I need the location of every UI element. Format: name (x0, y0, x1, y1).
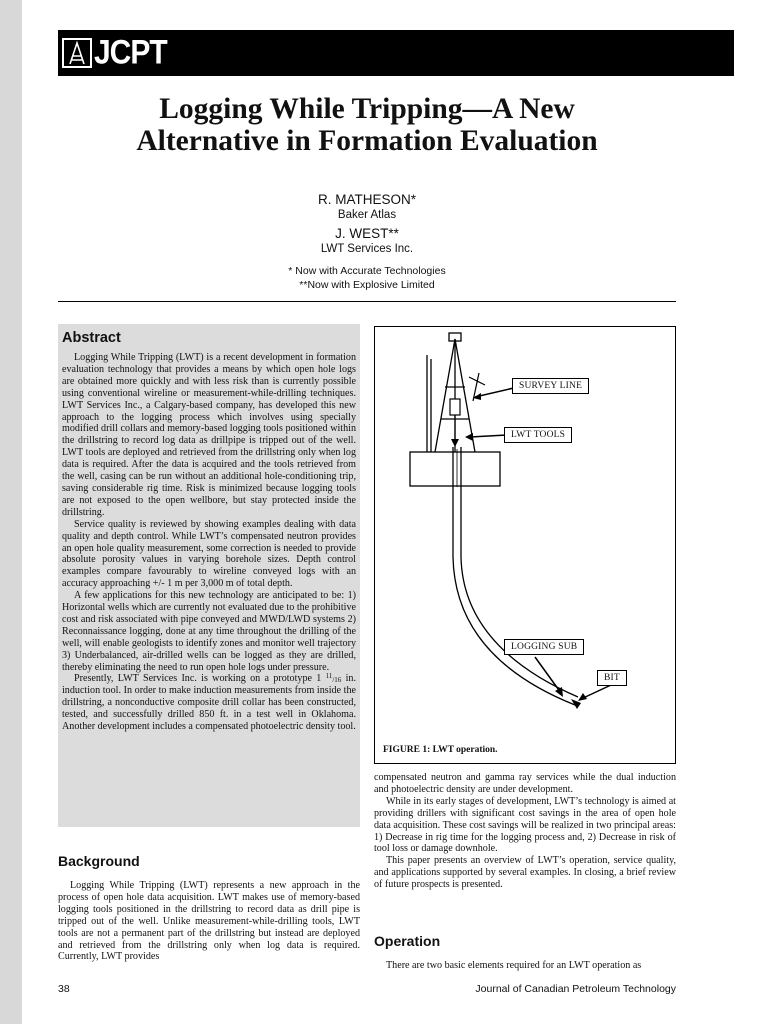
author-affiliation: LWT Services Inc. (320, 243, 414, 255)
survey-tool-icon (450, 399, 460, 415)
survey-line-label: SURVEY LINE (512, 378, 589, 394)
background-body (58, 880, 360, 963)
figure-caption: FIGURE 1: LWT operation. (383, 745, 498, 755)
left-margin-bar (0, 0, 22, 1024)
bit-label: BIT (597, 670, 627, 686)
derrick-icon (427, 333, 475, 452)
abstract-text: in. induction tool. In order to make induction measurements from inside the drillstring, a nonconductive composite drill collar has been constructed, tested, and successfully drilled 850 ft. in a test well in Oklahoma. Another development includes a compensated photoelectric density tool. (62, 673, 356, 733)
author-note: **Now with Explosive Limited (299, 279, 435, 291)
abstract-panel (58, 324, 360, 827)
operation-body (374, 960, 676, 972)
operation-heading: Operation (374, 933, 441, 949)
title-line-1: Logging While Tripping—A New (159, 93, 575, 125)
lwt-tools-label: LWT TOOLS (504, 427, 572, 443)
author-note: * Now with Accurate Technologies (288, 265, 446, 277)
rig-floor-icon (410, 452, 500, 486)
page-number: 38 (58, 983, 70, 995)
abstract-paragraph (62, 673, 356, 733)
abstract-text: Presently, LWT Services Inc. is working on a prototype 1 (74, 673, 326, 685)
derrick-logo-icon (62, 38, 92, 68)
fraction-denominator: /16 (332, 676, 342, 685)
right-paragraph: This paper presents an overview of LWT’s operation, service quality, and applications supported by several examples. In closing, a brief review of future prospects is presented. (374, 855, 676, 891)
journal-banner (58, 30, 734, 76)
header-divider (58, 301, 676, 302)
abstract-paragraph: Service quality is reviewed by showing examples dealing with data quality and depth control. While LWT’s compensated neutron provides an open hole quality measurement, some correction is needed to provide absolute porosity values in varying borehole sizes. Depth control examples compare favourably to wireline conveyed logs with an accuracy approaching +/- 1 m per 3,000 m of total depth. (62, 518, 356, 590)
abstract-body (62, 352, 356, 733)
author-name: R. MATHESON* (317, 192, 416, 207)
journal-logo-text: JCPT (94, 33, 167, 72)
abstract-paragraph: Logging While Tripping (LWT) is a recent development in formation evaluation technology that provides a means by which open hole logs are obtained more quickly and with less risk than is currently possible using conventional wireline or measurement-while-drilling techniques. LWT Services Inc., a Calgary-based company, has developed this new approach to the logging process which involves using specially modified drill collars and memory-based logging tools positioned within the drillstring to record log data as drillpipe is tripped out of the well. LWT tools are deployed and retrieved from the drillstring only when log data is required. After the data is acquired and the tools retrieved from the well, casing can be run without an additional hole-conditioning trip, saving considerable rig time. Risk is minimized because logging tools are not exposed to the open wellbore, but stay protected inside the drillstring. (62, 352, 356, 518)
author-block (58, 192, 676, 292)
background-paragraph: Logging While Tripping (LWT) represents a new approach in the process of open hole data acquisition. LWT makes use of memory-based logging tools positioned in the drillstring to record data as drill pipe is tripped out of the well. Unlike measurement-while-drilling tools, LWT tools are not a permanent part of the drillstring but instead are deployed and retrieved from the drillstring only when log data is required. Currently, LWT provides (58, 880, 360, 963)
journal-name-footer: Journal of Canadian Petroleum Technology (475, 983, 676, 995)
journal-logo (62, 34, 167, 72)
author-name: J. WEST** (335, 226, 399, 241)
paper-title (58, 93, 676, 157)
abstract-paragraph: A few applications for this new technology are anticipated to be: 1) Horizontal wells which are currently not evaluated due to the prohibitive cost and risk associated with pipe conveyed and MWD/LWD systems 2) Reconnaissance logging, done at any time throughout the drilling of the well, will enable geologists to identify zones and monitor well trajectory 3) Underbalanced, air-drilled wells can be logged as they are drilled, thereby eliminating the need to run open hole logs under pressure. (62, 590, 356, 673)
title-line-2: Alternative in Formation Evaluation (136, 125, 598, 157)
right-paragraph: While in its early stages of development, LWT’s technology is aimed at providing drillers with significant cost savings in the area of open hole data acquisition. These cost savings will be realized in two principal areas: 1) Decrease in rig time for the logging process and, 2) Decrease in risk of tool loss or damage downhole. (374, 795, 676, 855)
logging-sub-label: LOGGING SUB (504, 639, 584, 655)
right-column-body (374, 772, 676, 891)
background-heading: Background (58, 853, 140, 869)
fraction-numerator: 11 (325, 672, 333, 681)
author-affiliation: Baker Atlas (337, 209, 397, 221)
abstract-heading: Abstract (62, 330, 121, 346)
figure-1 (374, 326, 676, 764)
operation-paragraph: There are two basic elements required for an LWT operation as (386, 960, 642, 971)
right-paragraph: compensated neutron and gamma ray services while the dual induction and photoelectric density are under development. (374, 772, 676, 795)
